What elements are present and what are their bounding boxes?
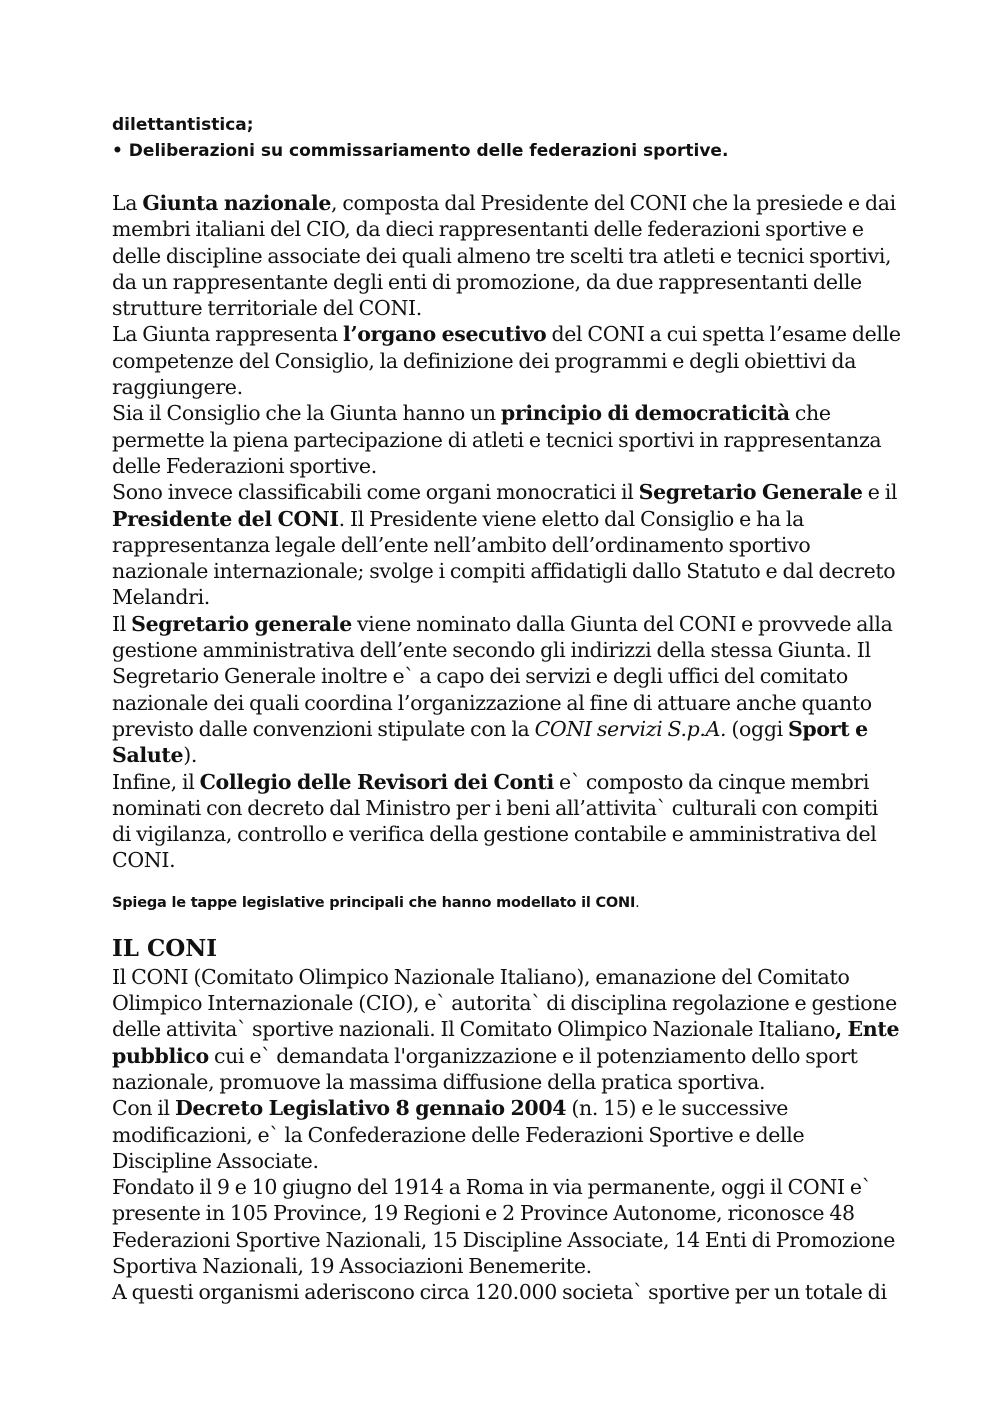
giunta-section — [112, 190, 902, 874]
text-run: (n. 15) e le successive modificazioni, e` la Confederazione delle Federazioni Sportive e delle Discipline Associate. — [112, 1096, 805, 1173]
text-run: e` composto da cinque membri nominati con decreto dal Ministro per i beni all’attivita` culturali con compiti di vigilanza, controllo e verifica della gestione contabile e amministrativa del CONI. — [112, 769, 878, 873]
paragraph-segretario-generale — [112, 611, 902, 769]
bold-term: Segretario Generale — [638, 480, 863, 505]
text-run: . Il Presidente viene eletto dal Consiglio e ha la rappresentanza legale dell’ente nell’ambito dell’ordinamento sportivo nazionale internazionale; svolge i compiti affidatigli dallo Statuto e dal decreto Melandri. — [112, 506, 896, 610]
text-run: Il CONI (Comitato Olimpico Nazionale Italiano), emanazione del Comitato Olimpico Internazionale (CIO), e` autorita` di disciplina regolazione e gestione delle attivita` sportive nazionali. Il Comitato Olimpico Nazionale Italiano — [112, 964, 897, 1042]
text-run: Il — [112, 611, 132, 636]
section-heading: IL CONI — [112, 934, 218, 962]
text-run: Sono invece classificabili come organi monocratici il — [112, 480, 639, 505]
question-line — [112, 892, 902, 914]
bullet-item — [112, 138, 902, 164]
paragraph-organo-esecutivo — [112, 321, 902, 400]
bold-term: Decreto Legislativo 8 gennaio 2004 — [174, 1096, 567, 1121]
text-run: del CONI a cui spetta l’esame delle competenze del Consiglio, la definizione dei programmi e degli obiettivi da raggiungere. — [112, 322, 901, 400]
italic-term: CONI servizi S.p.A. — [534, 716, 727, 741]
text-run: cui e` demandata l'organizzazione e il potenziamento dello sport nazionale, promuove la massima diffusione della pratica sportiva. — [112, 1043, 858, 1094]
continued-text: dilettantistica; — [112, 115, 254, 135]
paragraph-coni-intro — [112, 964, 902, 1095]
text-run: (oggi — [726, 716, 788, 741]
bold-term: Giunta nazionale — [142, 191, 332, 215]
bullet-text: Deliberazioni su commissariamento delle federazioni sportive. — [128, 141, 729, 161]
bold-term: Sport e Salute — [112, 716, 868, 768]
text-run: viene nominato dalla Giunta del CONI e provvede alla gestione amministrativa dell’ente secondo gli indirizzi della stessa Giunta. Il Segretario Generale inoltre e` a capo dei servizi e degli uffici del comitato nazionale dei quali coordina l’organizzazione al fine di attuare anche quanto previsto dalle convenzioni stipulate con la — [112, 611, 893, 741]
text-run: , composta dal Presidente del CONI che la presiede e dai membri italiani del CIO, da dieci rappresentanti delle federazioni sportive e delle discipline associate dei quali almeno tre scelti tra atleti e tecnici sportivi, da un rappresentante degli enti di promozione, da due rappresentanti delle strutture territoriale del CONI. — [112, 191, 896, 321]
paragraph-giunta-nazionale — [112, 190, 902, 321]
bold-term: , Ente pubblico — [112, 1017, 900, 1068]
question-dot: . — [635, 894, 640, 911]
text-run: ). — [183, 743, 198, 768]
paragraph-decreto — [112, 1095, 902, 1174]
text-run: Infine, il — [112, 769, 200, 794]
paragraph-collegio-revisori — [112, 769, 902, 874]
bold-term: l’organo esecutivo — [343, 322, 547, 347]
text-run: La Giunta rappresenta — [112, 322, 343, 347]
bold-term: Segretario generale — [131, 611, 352, 636]
paragraph-fondazione: Fondato il 9 e 10 giugno del 1914 a Roma in via permanente, oggi il CONI e` presente in 105 Province, 19 Regioni e 2 Province Autonome, riconosce 48 Federazioni Sportive Nazionali, 15 Discipline Associate, 14 Enti di Promozione Sportiva Nazionali, 19 Associazioni Benemerite. — [112, 1175, 896, 1278]
bold-term: Collegio delle Revisori dei Conti — [199, 769, 554, 794]
paragraph-organi-monocratici — [112, 479, 902, 610]
paragraph-societa: A questi organismi aderiscono circa 120.000 societa` sportive per un totale di — [112, 1280, 887, 1305]
top-fragment — [112, 112, 902, 164]
text-run: La — [112, 191, 143, 215]
coni-section — [112, 964, 902, 1306]
spacer — [112, 164, 902, 190]
question-text: Spiega le tappe legislative principali che hanno modellato il CONI — [112, 894, 636, 911]
text-run: Sia il Consiglio che la Giunta hanno un — [112, 401, 501, 426]
paragraph-democraticita — [112, 400, 902, 479]
bullet-symbol: • — [112, 141, 123, 161]
text-run: e il — [862, 480, 898, 505]
bold-term: Presidente del CONI — [112, 506, 339, 531]
bold-term: principio di democraticità — [500, 401, 790, 426]
text-run: Con il — [112, 1096, 175, 1121]
page-content — [112, 112, 902, 1306]
text-run: che permette la piena partecipazione di atleti e tecnici sportivi in rappresentanza delle Federazioni sportive. — [112, 401, 882, 478]
